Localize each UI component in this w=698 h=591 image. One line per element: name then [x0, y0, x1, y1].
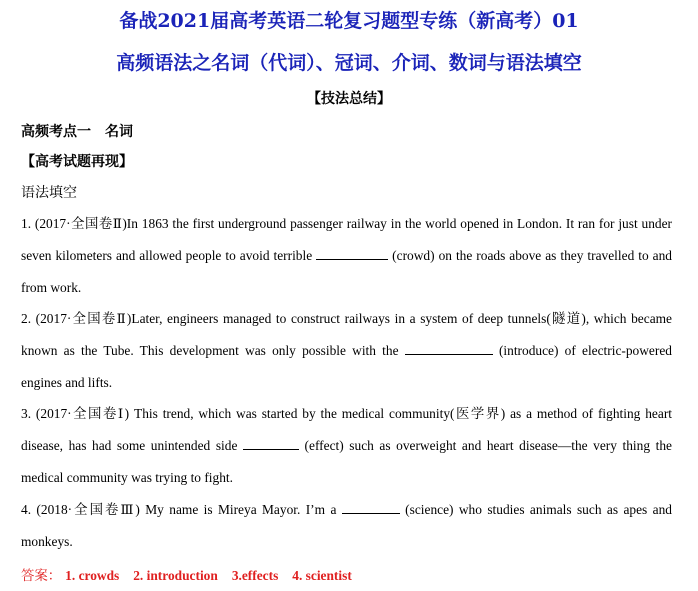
answer-1: 1. crowds — [65, 568, 120, 583]
question-4-hint: (science) — [405, 502, 454, 517]
question-4-text-after: who studies animals such as apes and monkeys. — [21, 502, 672, 549]
answer-4: 4. scientist — [292, 568, 352, 583]
question-1-text-after: on the roads above as they travelled to and from work. — [21, 248, 672, 295]
question-1-text-before: 1. (2017·全国卷Ⅱ)In 1863 the first underground passenger railway in the world opened in London. It ran for just under seven kilometers and allowed people to avoid terrible — [21, 216, 672, 263]
document-title: 备战2021届高考英语二轮复习题型专练（新高考）01 — [119, 10, 579, 32]
question-3-blank — [243, 437, 299, 450]
question-3-text-after: such as overweight and heart disease—the very thing the medical community was trying to fight. — [21, 438, 672, 485]
answer-3: 3.effects — [231, 568, 279, 583]
question-1-blank — [316, 247, 388, 260]
question-3 — [21, 398, 672, 494]
question-3-hint: (effect) — [304, 438, 344, 453]
question-2-text-after: of electric-powered engines and lifts. — [21, 343, 672, 390]
question-1-hint: (crowd) — [392, 248, 435, 263]
question-4-blank — [342, 501, 400, 514]
document-subtitle: 高频语法之名词（代词）、冠词、介词、数词与语法填空 — [116, 52, 582, 74]
question-4-text-before: 4. (2018·全国卷Ⅲ) My name is Mireya Mayor. I’m a — [21, 502, 337, 517]
answer-label: 答案： — [21, 569, 62, 584]
answer-2: 2. introduction — [133, 568, 218, 583]
question-3-text-before: 3. (2017·全国卷Ⅰ) This trend, which was started by the medical community(医学界) as a method of fighting heart disease, has had some unintended side — [21, 406, 672, 453]
section-tag: 【技法总结】 — [307, 91, 391, 107]
answer-line — [21, 565, 362, 584]
question-2-blank — [405, 342, 493, 355]
question-2-hint: (introduce) — [498, 343, 559, 358]
question-4 — [21, 494, 672, 558]
exercise-label: 语法填空 — [21, 185, 77, 201]
question-2-text-before: 2. (2017·全国卷Ⅱ)Later, engineers managed to construct railways in a system of deep tunnels(隧道), which became known as the Tube. This development was only possible with the — [21, 311, 672, 358]
topic-heading: 高频考点一 名词 — [21, 124, 133, 140]
exam-heading: 【高考试题再现】 — [21, 154, 133, 170]
question-1 — [21, 208, 672, 304]
question-2 — [21, 303, 672, 399]
